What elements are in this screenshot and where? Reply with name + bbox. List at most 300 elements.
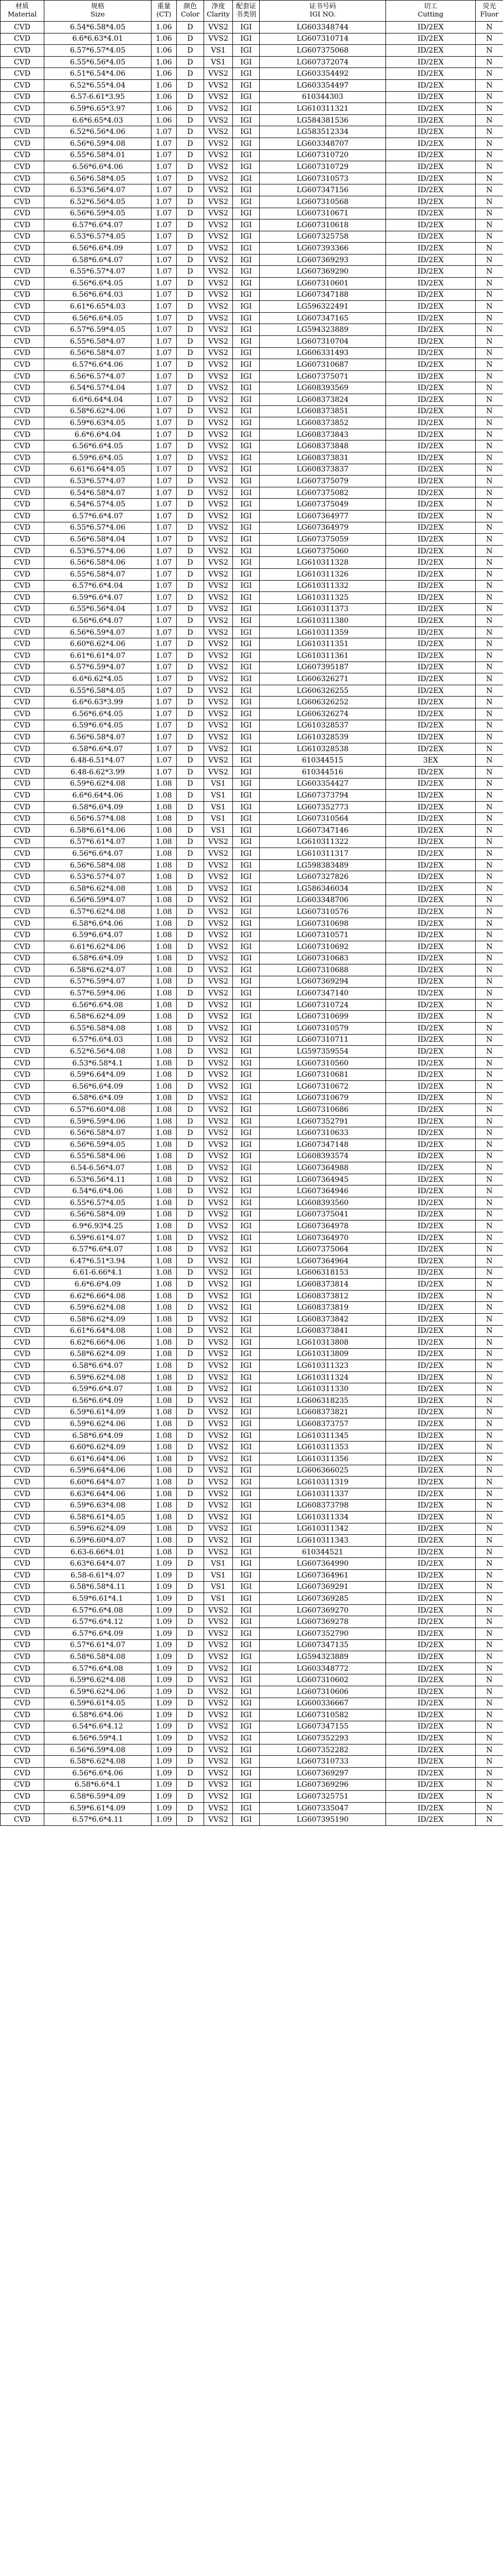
table-row — [1, 1081, 503, 1093]
cell-color: D — [177, 1104, 204, 1116]
cell-color: D — [177, 1279, 204, 1291]
cell-cutting: ID/2EX — [386, 1558, 476, 1570]
cell-cutting: ID/2EX — [386, 405, 476, 417]
cell-size: 6.53*6.56*4.11 — [44, 1174, 152, 1185]
cell-clarity: VVS2 — [204, 452, 233, 464]
cell-cert-type: IGI — [233, 1325, 260, 1337]
cell-color: D — [177, 755, 204, 767]
cell-cert-type: IGI — [233, 138, 260, 149]
table-row — [1, 813, 503, 825]
cell-material: CVD — [1, 1127, 44, 1139]
cell-material: CVD — [1, 1698, 44, 1709]
cell-fluorescence: N — [476, 45, 503, 57]
cell-material: CVD — [1, 173, 44, 184]
cell-material: CVD — [1, 732, 44, 743]
cell-fluorescence: N — [476, 1232, 503, 1244]
cell-cutting: ID/2EX — [386, 1232, 476, 1244]
cell-clarity: VVS2 — [204, 464, 233, 476]
cell-cert-type: IGI — [233, 1558, 260, 1570]
cell-weight: 1.08 — [152, 1313, 177, 1325]
cell-weight: 1.09 — [152, 1802, 177, 1814]
header-weight — [152, 1, 177, 22]
cell-cert-type: IGI — [233, 1535, 260, 1547]
cell-cutting: ID/2EX — [386, 347, 476, 359]
cell-cert-type: IGI — [233, 976, 260, 988]
cell-cutting: ID/2EX — [386, 1209, 476, 1221]
cell-cutting: ID/2EX — [386, 1477, 476, 1488]
cell-fluorescence: N — [476, 813, 503, 825]
cell-weight: 1.07 — [152, 278, 177, 290]
cell-igi-number: LG607310692 — [260, 941, 386, 953]
cell-cutting: ID/2EX — [386, 138, 476, 149]
cell-color: D — [177, 824, 204, 836]
cell-fluorescence: N — [476, 429, 503, 440]
cell-cutting: ID/2EX — [386, 324, 476, 336]
cell-size: 6.57*6.6*4.07 — [44, 219, 152, 231]
cell-size: 6.57*6.57*4.05 — [44, 45, 152, 57]
cell-cutting: ID/2EX — [386, 568, 476, 580]
cell-weight: 1.08 — [152, 836, 177, 848]
cell-cert-type: IGI — [233, 1127, 260, 1139]
cell-clarity: VVS2 — [204, 1418, 233, 1430]
cell-color: D — [177, 580, 204, 592]
cell-clarity: VVS2 — [204, 1092, 233, 1104]
cell-weight: 1.07 — [152, 755, 177, 767]
cell-clarity: VVS2 — [204, 1616, 233, 1628]
cell-igi-number: LG610311361 — [260, 650, 386, 662]
table-row — [1, 1011, 503, 1023]
cell-size: 6.59*6.64*4.09 — [44, 1069, 152, 1081]
cell-cutting: ID/2EX — [386, 1698, 476, 1709]
cell-material: CVD — [1, 615, 44, 627]
cell-size: 6.54*6.6*4.12 — [44, 1721, 152, 1733]
cell-cert-type: IGI — [233, 615, 260, 627]
table-row — [1, 941, 503, 953]
cell-fluorescence: N — [476, 464, 503, 476]
cell-cutting: ID/2EX — [386, 626, 476, 638]
cell-weight: 1.07 — [152, 720, 177, 732]
cell-cutting: ID/2EX — [386, 476, 476, 487]
cell-material: CVD — [1, 1337, 44, 1349]
cell-clarity: VVS2 — [204, 1325, 233, 1337]
cell-material: CVD — [1, 836, 44, 848]
cell-color: D — [177, 988, 204, 999]
cell-clarity: VVS2 — [204, 999, 233, 1011]
cell-size: 6.60*6.64*4.07 — [44, 1477, 152, 1488]
cell-material: CVD — [1, 1162, 44, 1174]
table-row — [1, 1546, 503, 1558]
cell-igi-number: LG607364946 — [260, 1185, 386, 1197]
cell-color: D — [177, 173, 204, 184]
cell-size: 6.6*6.65*4.03 — [44, 114, 152, 126]
cell-fluorescence: N — [476, 499, 503, 511]
cell-clarity: VS1 — [204, 824, 233, 836]
header-cutting — [386, 1, 476, 22]
cell-size: 6.61*6.64*4.06 — [44, 1453, 152, 1465]
cell-fluorescence: N — [476, 301, 503, 313]
cell-cutting: ID/2EX — [386, 615, 476, 627]
cell-clarity: VVS2 — [204, 685, 233, 697]
cell-cutting: ID/2EX — [386, 1267, 476, 1279]
cell-cert-type: IGI — [233, 1488, 260, 1500]
cell-color: D — [177, 790, 204, 802]
cell-fluorescence: N — [476, 254, 503, 266]
cell-weight: 1.08 — [152, 1092, 177, 1104]
cell-size: 6.55*6.56*4.05 — [44, 56, 152, 68]
cell-cutting: ID/2EX — [386, 906, 476, 918]
cell-size: 6.59*6.65*3.97 — [44, 103, 152, 115]
cell-cutting: ID/2EX — [386, 1442, 476, 1453]
table-row — [1, 56, 503, 68]
cell-cutting: ID/2EX — [386, 1034, 476, 1046]
cell-cutting: ID/2EX — [386, 499, 476, 511]
cell-igi-number: 610344303 — [260, 91, 386, 103]
cell-weight: 1.09 — [152, 1791, 177, 1803]
cell-color: D — [177, 1465, 204, 1477]
table-row — [1, 79, 503, 91]
cell-color: D — [177, 1512, 204, 1523]
cell-weight: 1.09 — [152, 1674, 177, 1686]
cell-size: 6.63-6.66*4.01 — [44, 1546, 152, 1558]
cell-clarity: VVS2 — [204, 743, 233, 755]
table-row — [1, 603, 503, 615]
cell-weight: 1.08 — [152, 1279, 177, 1291]
cell-clarity: VVS2 — [204, 1768, 233, 1780]
cell-size: 6.62*6.66*4.06 — [44, 1337, 152, 1349]
cell-color: D — [177, 813, 204, 825]
cell-cutting: ID/2EX — [386, 1197, 476, 1209]
cell-igi-number: LG607325758 — [260, 231, 386, 243]
cell-cert-type: IGI — [233, 1651, 260, 1663]
cell-fluorescence: N — [476, 1244, 503, 1256]
table-row — [1, 1395, 503, 1407]
cell-color: D — [177, 464, 204, 476]
cell-weight: 1.08 — [152, 859, 177, 871]
cell-weight: 1.09 — [152, 1709, 177, 1721]
cell-color: D — [177, 1477, 204, 1488]
cell-fluorescence: N — [476, 859, 503, 871]
cell-material: CVD — [1, 45, 44, 57]
table-row — [1, 1279, 503, 1291]
cell-igi-number: LG608373824 — [260, 394, 386, 406]
cell-weight: 1.09 — [152, 1581, 177, 1593]
cell-cert-type: IGI — [233, 1034, 260, 1046]
cell-color: D — [177, 836, 204, 848]
cell-clarity: VVS2 — [204, 557, 233, 569]
table-row — [1, 138, 503, 149]
cell-material: CVD — [1, 1081, 44, 1093]
cell-color: D — [177, 1244, 204, 1256]
cell-cert-type: IGI — [233, 1150, 260, 1162]
cell-material: CVD — [1, 347, 44, 359]
cell-material: CVD — [1, 1185, 44, 1197]
cell-cutting: ID/2EX — [386, 1406, 476, 1418]
cell-fluorescence: N — [476, 615, 503, 627]
table-row — [1, 743, 503, 755]
table-row — [1, 161, 503, 173]
cell-size: 6.57*6.61*4.07 — [44, 836, 152, 848]
cell-cutting: ID/2EX — [386, 1686, 476, 1698]
cell-weight: 1.07 — [152, 557, 177, 569]
cell-size: 6.63*6.64*4.07 — [44, 1558, 152, 1570]
cell-material: CVD — [1, 534, 44, 546]
cell-cert-type: IGI — [233, 208, 260, 219]
cell-cert-type: IGI — [233, 720, 260, 732]
cell-weight: 1.08 — [152, 988, 177, 999]
cell-fluorescence: N — [476, 1139, 503, 1151]
cell-weight: 1.08 — [152, 1488, 177, 1500]
cell-clarity: VVS2 — [204, 720, 233, 732]
cell-color: D — [177, 1139, 204, 1151]
cell-weight: 1.07 — [152, 138, 177, 149]
cell-igi-number: LG607352293 — [260, 1733, 386, 1744]
cell-cutting: ID/2EX — [386, 1802, 476, 1814]
cell-fluorescence: N — [476, 1325, 503, 1337]
cell-color: D — [177, 778, 204, 790]
cell-clarity: VVS2 — [204, 1604, 233, 1616]
cell-color: D — [177, 91, 204, 103]
cell-material: CVD — [1, 510, 44, 522]
table-row — [1, 638, 503, 650]
cell-igi-number: LG607310576 — [260, 906, 386, 918]
cell-weight: 1.08 — [152, 953, 177, 964]
cell-color: D — [177, 1092, 204, 1104]
cell-weight: 1.08 — [152, 1034, 177, 1046]
cell-weight: 1.09 — [152, 1593, 177, 1605]
cell-igi-number: LG608373843 — [260, 429, 386, 440]
cell-weight: 1.08 — [152, 1290, 177, 1302]
cell-clarity: VVS2 — [204, 91, 233, 103]
cell-size: 6.55*6.57*4.07 — [44, 266, 152, 278]
cell-size: 6.59*6.62*4.06 — [44, 1418, 152, 1430]
cell-cert-type: IGI — [233, 1302, 260, 1314]
cell-weight: 1.08 — [152, 1197, 177, 1209]
cell-color: D — [177, 929, 204, 941]
table-row — [1, 1255, 503, 1267]
cell-cert-type: IGI — [233, 243, 260, 255]
cell-color: D — [177, 126, 204, 138]
cell-fluorescence: N — [476, 929, 503, 941]
table-row — [1, 1639, 503, 1651]
cell-color: D — [177, 1500, 204, 1512]
cell-color: D — [177, 1523, 204, 1535]
cell-size: 6.59*6.61*4.05 — [44, 1698, 152, 1709]
cell-weight: 1.08 — [152, 894, 177, 906]
cell-fluorescence: N — [476, 1104, 503, 1116]
cell-fluorescence: N — [476, 1162, 503, 1174]
cell-cutting: ID/2EX — [386, 1721, 476, 1733]
cell-cutting: ID/2EX — [386, 836, 476, 848]
table-row — [1, 405, 503, 417]
cell-clarity: VVS2 — [204, 1115, 233, 1127]
table-row — [1, 848, 503, 860]
header-igi-number-cn: 证书号码 — [309, 3, 336, 10]
cell-fluorescence: N — [476, 278, 503, 290]
cell-fluorescence: N — [476, 1546, 503, 1558]
cell-size: 6.6*6.63*4.01 — [44, 33, 152, 45]
cell-cert-type: IGI — [233, 1791, 260, 1803]
cell-size: 6.6*6.6*4.04 — [44, 429, 152, 440]
cell-fluorescence: N — [476, 1593, 503, 1605]
cell-igi-number: LG607310720 — [260, 149, 386, 161]
table-row — [1, 1383, 503, 1395]
cell-clarity: VVS2 — [204, 1523, 233, 1535]
table-row — [1, 1535, 503, 1547]
cell-cert-type: IGI — [233, 1057, 260, 1069]
cell-material: CVD — [1, 894, 44, 906]
cell-clarity: VS1 — [204, 790, 233, 802]
cell-material: CVD — [1, 1360, 44, 1372]
cell-cert-type: IGI — [233, 673, 260, 685]
cell-igi-number: LG607347165 — [260, 312, 386, 324]
cell-size: 6.58*6.62*4.09 — [44, 1313, 152, 1325]
cell-clarity: VVS2 — [204, 871, 233, 883]
table-row — [1, 1057, 503, 1069]
cell-material: CVD — [1, 1558, 44, 1570]
cell-igi-number: LG607310571 — [260, 929, 386, 941]
cell-clarity: VS1 — [204, 45, 233, 57]
cell-clarity: VVS2 — [204, 1686, 233, 1698]
table-row — [1, 464, 503, 476]
cell-weight: 1.07 — [152, 312, 177, 324]
cell-weight: 1.07 — [152, 196, 177, 208]
cell-igi-number: LG606326274 — [260, 708, 386, 720]
cell-igi-number: LG610311373 — [260, 603, 386, 615]
cell-fluorescence: N — [476, 767, 503, 778]
table-row — [1, 964, 503, 976]
cell-size: 6.56*6.58*4.09 — [44, 1209, 152, 1221]
cell-cert-type: IGI — [233, 1092, 260, 1104]
cell-color: D — [177, 22, 204, 33]
cell-igi-number: LG607375079 — [260, 476, 386, 487]
table-row — [1, 196, 503, 208]
cell-color: D — [177, 45, 204, 57]
cell-weight: 1.08 — [152, 1139, 177, 1151]
cell-size: 6.59*6.61*4.09 — [44, 1802, 152, 1814]
cell-igi-number: LG610311321 — [260, 103, 386, 115]
cell-cert-type: IGI — [233, 91, 260, 103]
cell-clarity: VVS2 — [204, 708, 233, 720]
cell-igi-number: LG607369294 — [260, 976, 386, 988]
cell-size: 6.56*6.59*4.05 — [44, 208, 152, 219]
cell-igi-number: LG603348706 — [260, 894, 386, 906]
cell-color: D — [177, 767, 204, 778]
cell-fluorescence: N — [476, 906, 503, 918]
cell-cert-type: IGI — [233, 347, 260, 359]
cell-fluorescence: N — [476, 1023, 503, 1035]
cell-color: D — [177, 1232, 204, 1244]
header-clarity-en: Clarity — [207, 11, 230, 19]
cell-cert-type: IGI — [233, 79, 260, 91]
cell-clarity: VVS2 — [204, 289, 233, 301]
cell-clarity: VVS2 — [204, 266, 233, 278]
cell-color: D — [177, 1127, 204, 1139]
cell-clarity: VVS2 — [204, 1791, 233, 1803]
cell-material: CVD — [1, 1453, 44, 1465]
cell-cutting: ID/2EX — [386, 1325, 476, 1337]
header-fluorescence-en: Fluor — [480, 11, 499, 19]
header-fluorescence-cn: 荧光 — [482, 3, 496, 10]
cell-cutting: ID/2EX — [386, 359, 476, 371]
cell-cutting: ID/2EX — [386, 1011, 476, 1023]
cell-cert-type: IGI — [233, 918, 260, 929]
cell-weight: 1.07 — [152, 510, 177, 522]
cell-fluorescence: N — [476, 1558, 503, 1570]
cell-material: CVD — [1, 114, 44, 126]
cell-color: D — [177, 1453, 204, 1465]
cell-color: D — [177, 1115, 204, 1127]
cell-color: D — [177, 708, 204, 720]
cell-size: 6.56*6.6*4.07 — [44, 848, 152, 860]
cell-size: 6.56*6.6*4.09 — [44, 243, 152, 255]
cell-clarity: VVS2 — [204, 254, 233, 266]
cell-material: CVD — [1, 929, 44, 941]
cell-size: 6.59*6.62*4.08 — [44, 778, 152, 790]
table-row — [1, 1371, 503, 1383]
cell-material: CVD — [1, 697, 44, 708]
cell-size: 6.56*6.58*4.08 — [44, 859, 152, 871]
cell-cert-type: IGI — [233, 1604, 260, 1616]
cell-material: CVD — [1, 999, 44, 1011]
table-row — [1, 231, 503, 243]
cell-igi-number: LG607325751 — [260, 1791, 386, 1803]
cell-color: D — [177, 103, 204, 115]
cell-color: D — [177, 1698, 204, 1709]
cell-cert-type: IGI — [233, 440, 260, 452]
cell-fluorescence: N — [476, 312, 503, 324]
cell-fluorescence: N — [476, 1221, 503, 1232]
cell-material: CVD — [1, 1313, 44, 1325]
cell-material: CVD — [1, 1267, 44, 1279]
table-row — [1, 1569, 503, 1581]
cell-clarity: VS1 — [204, 778, 233, 790]
cell-clarity: VVS2 — [204, 1162, 233, 1174]
cell-weight: 1.07 — [152, 638, 177, 650]
cell-size: 6.57*6.6*4.03 — [44, 1034, 152, 1046]
cell-igi-number: LG608373848 — [260, 440, 386, 452]
cell-igi-number: LG610313809 — [260, 1348, 386, 1360]
cell-cutting: ID/2EX — [386, 1046, 476, 1058]
cell-igi-number: LG607310601 — [260, 278, 386, 290]
cell-fluorescence: N — [476, 743, 503, 755]
cell-weight: 1.07 — [152, 440, 177, 452]
table-row — [1, 1209, 503, 1221]
cell-color: D — [177, 1383, 204, 1395]
cell-material: CVD — [1, 568, 44, 580]
cell-clarity: VVS2 — [204, 370, 233, 382]
cell-igi-number: LG607369290 — [260, 266, 386, 278]
cell-igi-number: LG607395187 — [260, 662, 386, 673]
cell-weight: 1.08 — [152, 1360, 177, 1372]
cell-igi-number: LG607393366 — [260, 243, 386, 255]
cell-cert-type: IGI — [233, 114, 260, 126]
cell-cutting: ID/2EX — [386, 1709, 476, 1721]
cell-clarity: VVS2 — [204, 580, 233, 592]
cell-material: CVD — [1, 1325, 44, 1337]
cell-cutting: ID/2EX — [386, 1616, 476, 1628]
cell-clarity: VVS2 — [204, 1465, 233, 1477]
cell-cert-type: IGI — [233, 1698, 260, 1709]
table-row — [1, 1244, 503, 1256]
cell-material: CVD — [1, 545, 44, 557]
cell-clarity: VVS2 — [204, 964, 233, 976]
cell-size: 6.6*6.64*4.04 — [44, 394, 152, 406]
cell-igi-number: LG603354427 — [260, 778, 386, 790]
cell-weight: 1.08 — [152, 778, 177, 790]
table-row — [1, 708, 503, 720]
cell-size: 6.54*6.6*4.06 — [44, 1185, 152, 1197]
cell-size: 6.59*6.6*4.07 — [44, 1383, 152, 1395]
